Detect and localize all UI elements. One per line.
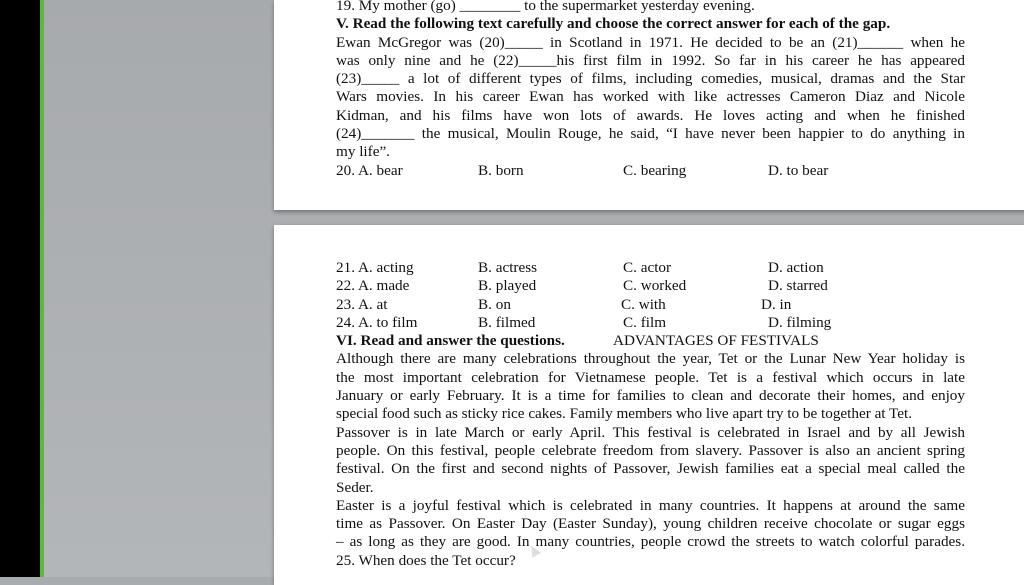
option-d: D. action	[768, 259, 824, 276]
answer-row-24	[336, 314, 965, 332]
option-a: 21. A. acting	[336, 259, 414, 276]
question-19: 19. My mother (go) ________ to the supermarket yesterday evening.	[336, 0, 755, 14]
option-b: B. born	[478, 161, 524, 179]
paragraph-line: time as Passover. On Easter Day (Easter Sunday), young children receive chocolate or sugar eggs	[336, 515, 965, 533]
option-b: B. played	[478, 277, 537, 295]
passage-line: (24)_______ the musical, Moulin Rouge, he said, “I have never been happier to do anything in	[336, 125, 965, 143]
passage-line: Ewan McGregor was (20)_____ in Scotland in 1971. He decided to be an (21)______ when he	[336, 33, 965, 51]
option-d: D. starred	[768, 277, 828, 295]
paragraph-line-last: Seder.	[336, 478, 374, 496]
page-2-content	[336, 259, 965, 570]
option-a: 22. A. made	[336, 277, 410, 295]
document-page-1	[274, 0, 1024, 210]
option-d: D. filming	[768, 313, 832, 331]
paragraph-line: Passover is in late March or early April. This festival is celebrated in Israel and by all Jewish	[336, 423, 965, 441]
option-d: D. to bear	[768, 161, 829, 179]
option-c: C. worked	[623, 277, 687, 295]
passage-line: Kidman, and his films have won lots of awards. He loves acting and when he finished	[336, 106, 965, 124]
option-a: 24. A. to film	[336, 313, 418, 331]
section-5-heading: V. Read the following text carefully and choose the correct answer for each of the gap.	[336, 15, 891, 33]
section-6-heading: VI. Read and answer the questions.	[336, 332, 565, 350]
paragraph-line: Although there are many celebrations throughout the year, Tet or the Lunar New Year holiday is	[336, 350, 965, 368]
paragraph-line-last: special food such as sticky rice cakes. Family members who live apart try to be together at Tet.	[336, 405, 913, 423]
section-6-title: ADVANTAGES OF FESTIVALS	[613, 332, 819, 350]
page-1-content	[336, 0, 965, 180]
option-c: C. film	[623, 313, 667, 331]
paragraph-line: the most important celebration for Vietnamese people. Tet is a festival which occurs in late	[336, 368, 965, 386]
document-page-2	[274, 225, 1024, 585]
passage-line: Wars movies. In his career Ewan has worked with like actresses Cameron Diaz and Nicole	[336, 88, 965, 106]
paragraph-line: festival. On the first and second nights of Passover, Jewish families eat a special meal called the	[336, 460, 965, 478]
answer-row-22	[336, 277, 965, 295]
answer-row-21	[336, 259, 965, 277]
passage-line-last: my life”.	[336, 143, 390, 161]
section-6-heading-row	[336, 332, 965, 350]
option-a: 23. A. at	[336, 295, 388, 313]
paragraph-line: Easter is a joyful festival which is celebrated in many countries. It happens at around the same	[336, 496, 965, 514]
question-25: 25. When does the Tet occur?	[336, 551, 516, 569]
paragraph-line: January or early February. It is a time for families to clean and decorate their homes, and enjoy	[336, 387, 965, 405]
option-b: B. filmed	[478, 313, 536, 331]
option-b: B. on	[478, 295, 511, 313]
passage-line: was only nine and he (22)_____his first film in 1992. So far in his career he has appeared	[336, 51, 965, 69]
answer-row-23	[336, 296, 965, 314]
passage-line: (23)_____ a lot of different types of films, including comedies, musical, dramas and the Star	[336, 70, 965, 88]
option-c: C. bearing	[623, 161, 687, 179]
option-c: C. actor	[623, 259, 672, 276]
option-a: 20. A. bear	[336, 161, 403, 179]
option-c: C. with	[621, 295, 666, 313]
left-black-strip	[0, 0, 40, 577]
paragraph-line: people. On this festival, people celebrate freedom from slavery. Passover is also an ancient spring	[336, 441, 965, 459]
option-b: B. actress	[478, 259, 538, 276]
paragraph-line: – as long as they are good. In many countries, people crowd the streets to watch colorful parades.	[336, 533, 965, 551]
answer-row-20	[336, 162, 965, 180]
option-d: D. in	[761, 295, 792, 313]
